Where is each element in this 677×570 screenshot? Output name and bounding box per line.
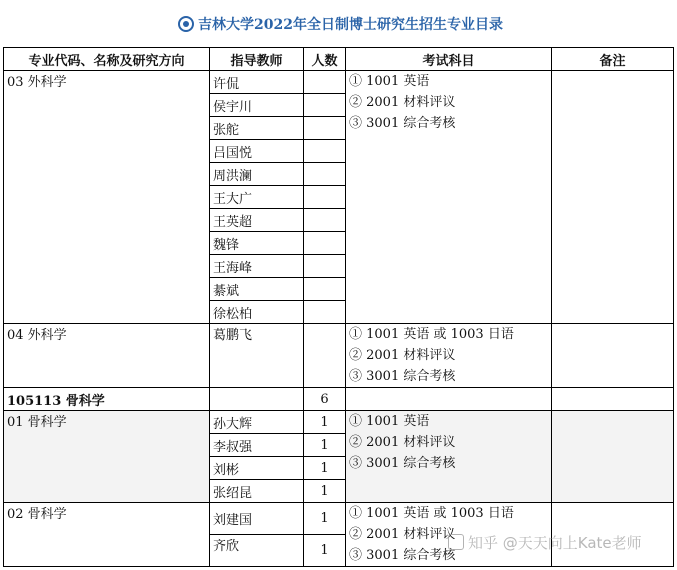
tutor-cell: 张绍昆 bbox=[210, 480, 304, 503]
exam-cell bbox=[346, 388, 552, 411]
tutor-cell: 李叔强 bbox=[210, 434, 304, 457]
exam-line: ① 1001 英语 bbox=[349, 414, 430, 429]
count-cell: 1 bbox=[304, 457, 346, 480]
count-cell bbox=[304, 117, 346, 140]
major-cell: 04 外科学 bbox=[4, 324, 210, 388]
count-cell bbox=[304, 71, 346, 94]
tutor-cell: 许侃 bbox=[210, 71, 304, 94]
count-cell: 1 bbox=[304, 503, 346, 535]
tutor-cell: 王海峰 bbox=[210, 255, 304, 278]
page-title: 吉林大学2022年全日制博士研究生招生专业目录 bbox=[198, 17, 503, 33]
document-header bbox=[0, 0, 677, 44]
watermark-text: 知乎 @天天向上Kate老师 bbox=[468, 534, 642, 552]
exam-line: ② 2001 材料评议 bbox=[349, 527, 456, 542]
count-cell bbox=[304, 301, 346, 324]
count-cell bbox=[304, 255, 346, 278]
tutor-cell: 刘彬 bbox=[210, 457, 304, 480]
tutor-cell: 吕国悦 bbox=[210, 140, 304, 163]
exam-line: ③ 3001 综合考核 bbox=[349, 456, 456, 471]
exam-line: ③ 3001 综合考核 bbox=[349, 548, 456, 563]
note-cell bbox=[552, 411, 674, 503]
exam-cell bbox=[346, 324, 552, 388]
header-exam: 考试科目 bbox=[346, 48, 552, 71]
note-cell bbox=[552, 388, 674, 411]
exam-line: ① 1001 英语 或 1003 日语 bbox=[349, 327, 514, 342]
count-cell bbox=[304, 232, 346, 255]
exam-line: ② 2001 材料评议 bbox=[349, 435, 456, 450]
university-logo-icon bbox=[178, 16, 194, 32]
count-cell bbox=[304, 140, 346, 163]
table-row bbox=[4, 503, 674, 535]
header-tutor: 指导教师 bbox=[210, 48, 304, 71]
count-cell bbox=[304, 163, 346, 186]
tutor-cell: 魏锋 bbox=[210, 232, 304, 255]
tutor-cell: 綦斌 bbox=[210, 278, 304, 301]
tutor-cell: 王大广 bbox=[210, 186, 304, 209]
tutor-cell: 张舵 bbox=[210, 117, 304, 140]
tutor-cell: 王英超 bbox=[210, 209, 304, 232]
count-cell bbox=[304, 278, 346, 301]
major-cell: 03 外科学 bbox=[4, 71, 210, 324]
exam-line: ③ 3001 综合考核 bbox=[349, 369, 456, 384]
major-cell: 01 骨科学 bbox=[4, 411, 210, 503]
tutor-cell: 齐欣 bbox=[210, 535, 304, 567]
tutor-cell: 刘建国 bbox=[210, 503, 304, 535]
header-count: 人数 bbox=[304, 48, 346, 71]
tutor-cell: 徐松柏 bbox=[210, 301, 304, 324]
note-cell bbox=[552, 324, 674, 388]
tutor-cell: 孙大辉 bbox=[210, 411, 304, 434]
watermark bbox=[448, 532, 642, 553]
tutor-cell: 侯宇川 bbox=[210, 94, 304, 117]
major-cell: 02 骨科学 bbox=[4, 503, 210, 567]
count-cell: 1 bbox=[304, 411, 346, 434]
count-cell bbox=[304, 209, 346, 232]
exam-line: ① 1001 英语 bbox=[349, 74, 430, 89]
count-cell: 1 bbox=[304, 434, 346, 457]
count-cell: 1 bbox=[304, 480, 346, 503]
group-title-cell: 105113 骨科学 bbox=[4, 388, 210, 411]
table-row bbox=[4, 388, 674, 411]
exam-line: ② 2001 材料评议 bbox=[349, 95, 456, 110]
table-header-row bbox=[4, 48, 674, 71]
count-cell bbox=[304, 186, 346, 209]
exam-line: ③ 3001 综合考核 bbox=[349, 116, 456, 131]
tutor-cell: 葛鹏飞 bbox=[210, 324, 304, 388]
table-row bbox=[4, 411, 674, 434]
count-cell: 6 bbox=[304, 388, 346, 411]
count-cell bbox=[304, 324, 346, 388]
header-major: 专业代码、名称及研究方向 bbox=[4, 48, 210, 71]
tutor-cell bbox=[210, 388, 304, 411]
count-cell bbox=[304, 94, 346, 117]
exam-cell bbox=[346, 411, 552, 503]
zhihu-logo-icon bbox=[448, 534, 464, 550]
table-row bbox=[4, 71, 674, 94]
header-note: 备注 bbox=[552, 48, 674, 71]
note-cell bbox=[552, 71, 674, 324]
exam-line: ① 1001 英语 或 1003 日语 bbox=[349, 506, 514, 521]
exam-line: ② 2001 材料评议 bbox=[349, 348, 456, 363]
exam-cell bbox=[346, 71, 552, 324]
count-cell: 1 bbox=[304, 535, 346, 567]
tutor-cell: 周洪澜 bbox=[210, 163, 304, 186]
table-row bbox=[4, 324, 674, 388]
catalog-table bbox=[3, 47, 674, 567]
